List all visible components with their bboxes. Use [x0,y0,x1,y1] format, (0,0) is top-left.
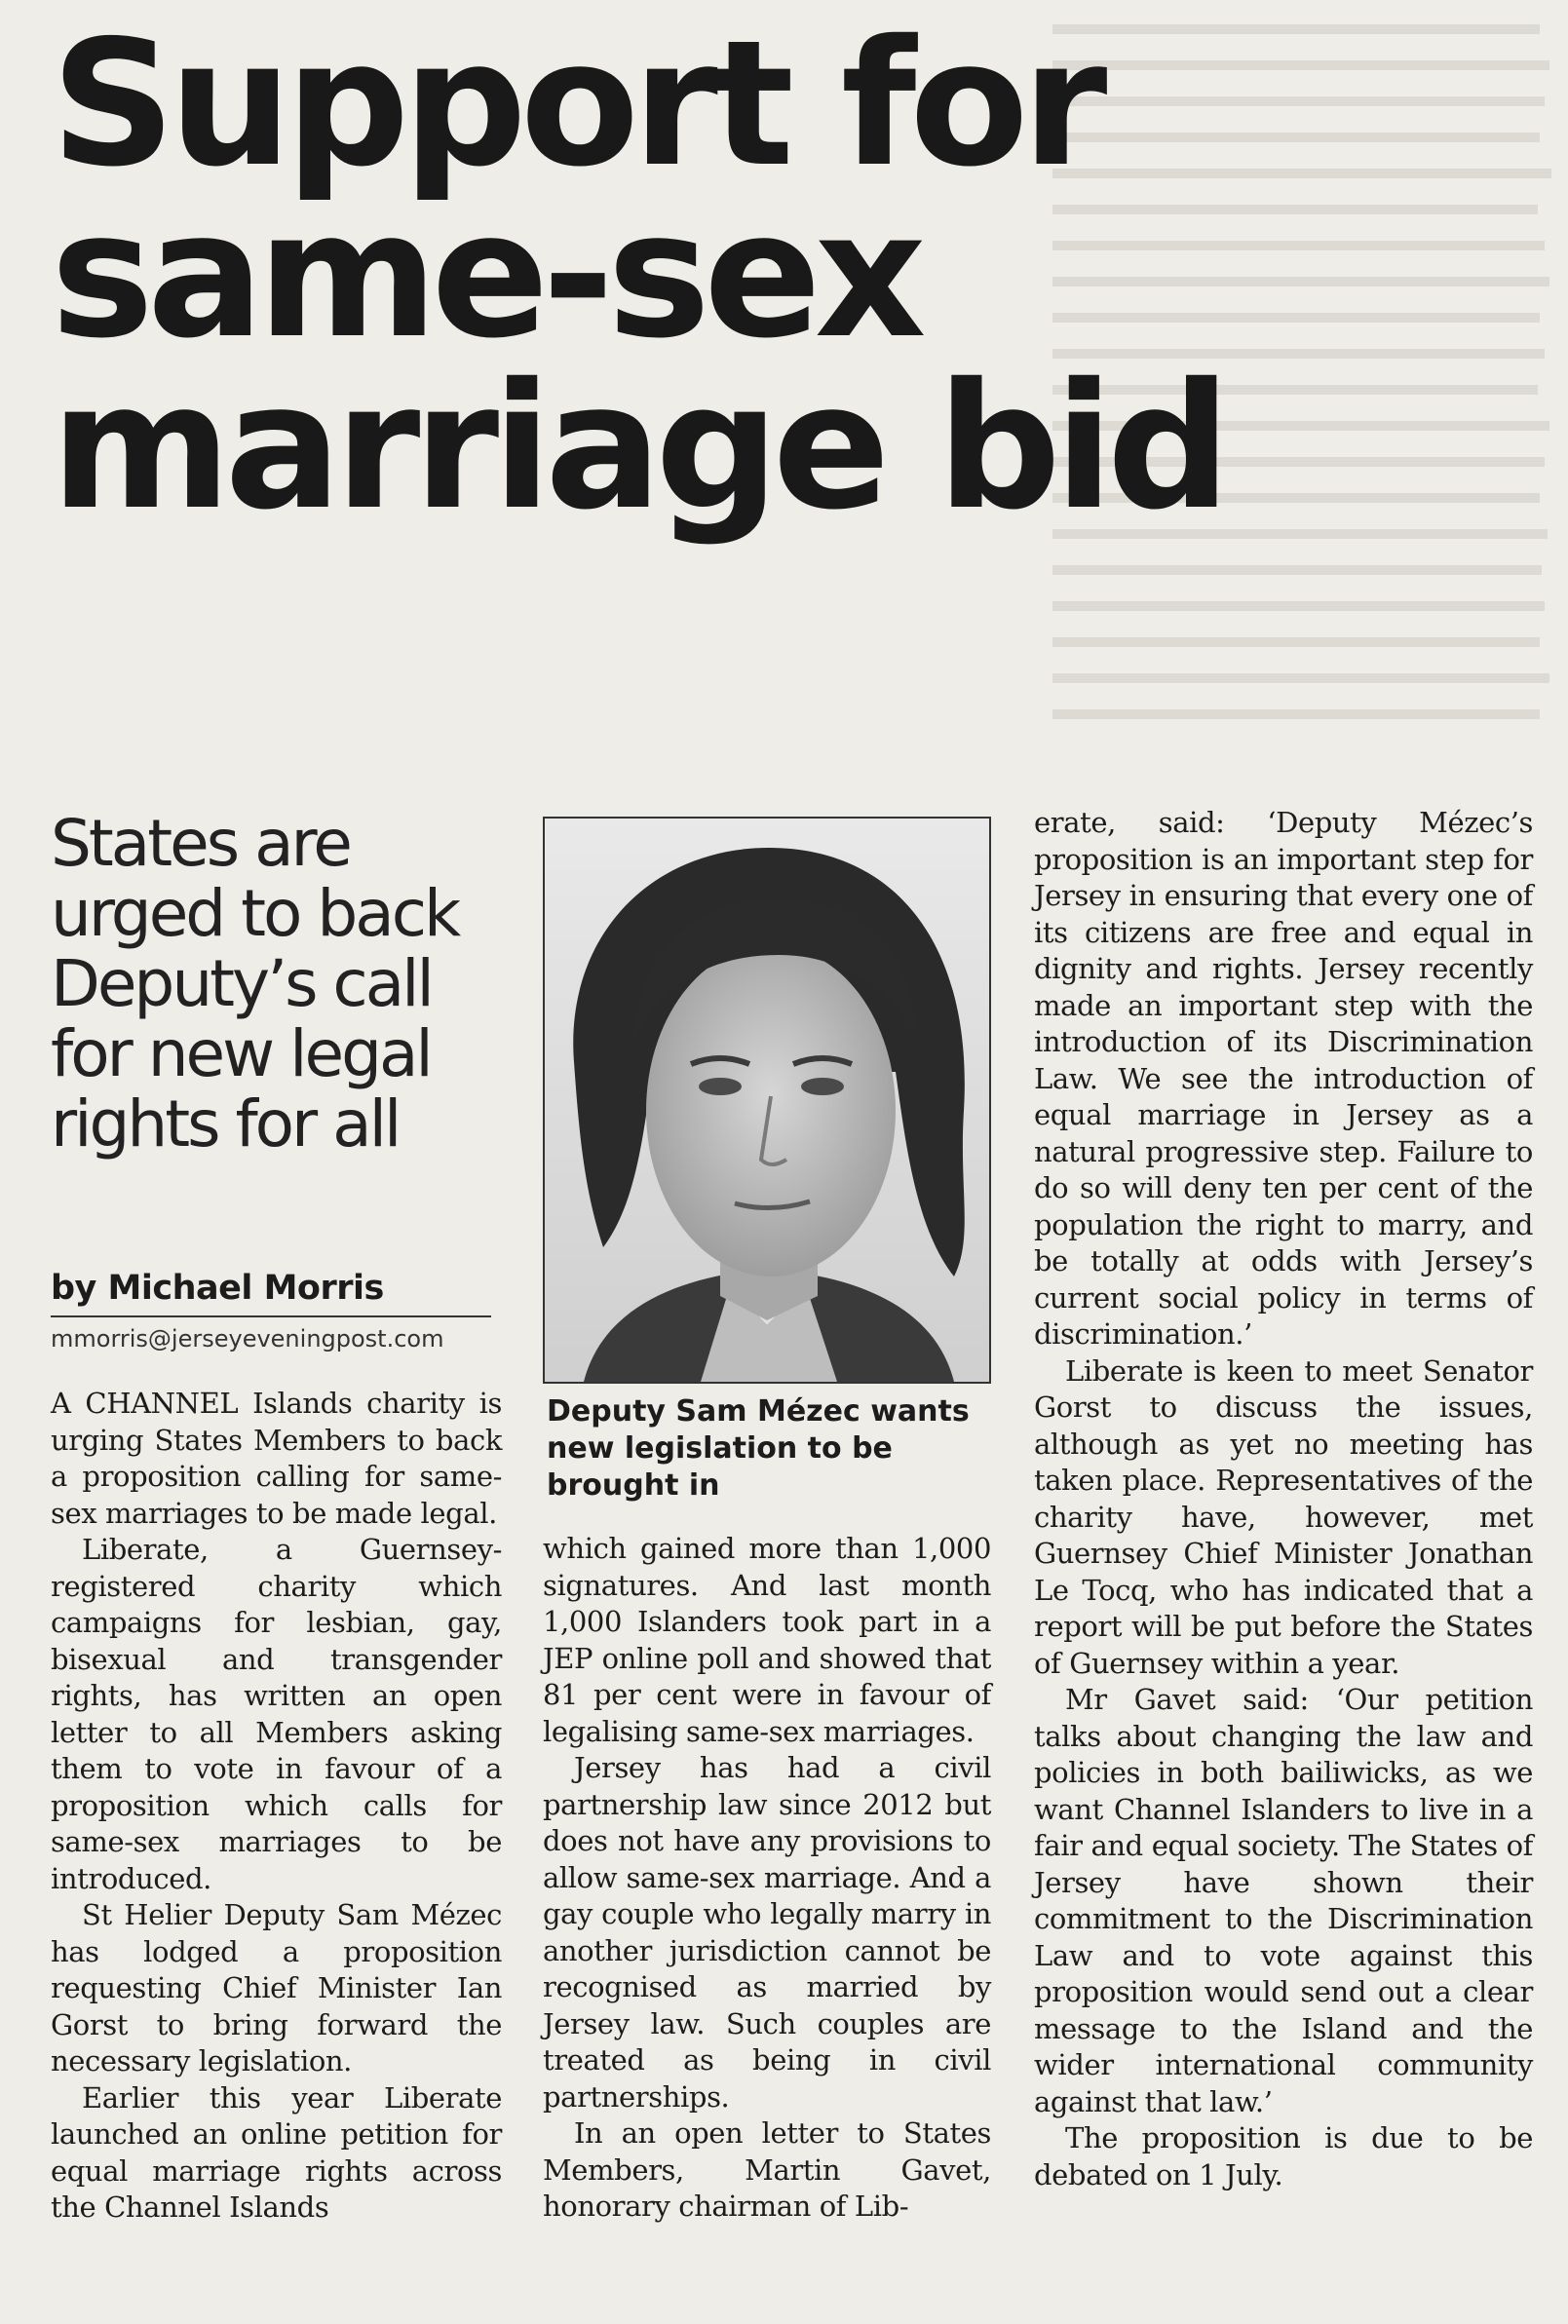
paragraph: erate, said: ‘Deputy Mézec’s proposition is an important step for Jersey in ensuring that every one of its citizens are free and equal in dignity and rights. Jersey recently made an important step with the introduction of its Discrimination Law. We see the introduction of equal marriage in Jersey as a natural progressive step. Failure to do so will deny ten per cent of the population the right to marry, and be totally at odds with Jersey’s current social policy in terms of discrimination.’ [1034,806,1533,1351]
paragraph: which gained more than 1,000 signatures. And last month 1,000 Islanders took part in a JEP online poll and showed that 81 per cent were in favour of legalising same-sex marriages. [543,1532,991,1748]
paragraph: Earlier this year Liberate launched an online petition for equal marriage rights across the Channel Islands [51,2080,502,2224]
headline-line-1: Support for [51,3,1101,205]
paragraph: St Helier Deputy Sam Mézec has lodged a proposition requesting Chief Minister Ian Gorst to bring forward the necessary legislation. [51,1898,502,2077]
standfirst: States are urged to back Deputy’s call for new legal rights for all [51,806,459,1162]
author-email: mmorris@jerseyeveningpost.com [51,1325,444,1352]
headline [51,3,1542,548]
article-column-1 [51,1386,502,2227]
article-column-2 [543,1531,991,2226]
paragraph: Jersey has had a civil partnership law since 2012 but does not have any provisions to allow same-sex marriage. And a gay couple who legally marry in another jurisdiction cannot be recognised as married by Jersey law. Such couples are treated as being in civil partnerships. [543,1751,991,2114]
paragraph: In an open letter to States Members, Martin Gavet, honorary chairman of Lib- [543,2116,991,2223]
paragraph: A CHANNEL Islands charity is urging States Members to back a proposition calling for same-sex marriages to be made legal. [51,1387,502,1530]
photo-caption: Deputy Sam Mézec wants new legislation to be brought in [547,1394,970,1503]
article-column-3 [1034,805,1533,2193]
headline-line-3: marriage bid [51,346,1225,548]
headline-line-2: same-sex [51,174,920,376]
paragraph: The proposition is due to be debated on 1 July. [1034,2121,1533,2191]
portrait-illustration [545,819,989,1382]
paragraph: Liberate is keen to meet Senator Gorst to discuss the issues, although as yet no meeting has taken place. Representatives of the charity have, however, met Guernsey Chief Minister Jonathan Le Tocq, who has indicated that a report will be put before the States of Guernsey within a year. [1034,1353,1533,1680]
byline: by Michael Morris [51,1267,491,1317]
paragraph: Mr Gavet said: ‘Our petition talks about changing the law and policies in both bailiwicks, as we want Channel Islanders to live in a fair and equal society. The States of Jersey have shown their commitment to the Discrimination Law and to vote against this proposition would send out a clear message to the Island and the wider international community against that law.’ [1034,1683,1533,2118]
paragraph: Liberate, a Guernsey-registered charity which campaigns for lesbian, gay, bisexual and transgender rights, has written an open letter to all Members asking them to vote in favour of a proposition which calls for same-sex marriages to be introduced. [51,1533,502,1895]
portrait-photo [543,817,991,1384]
